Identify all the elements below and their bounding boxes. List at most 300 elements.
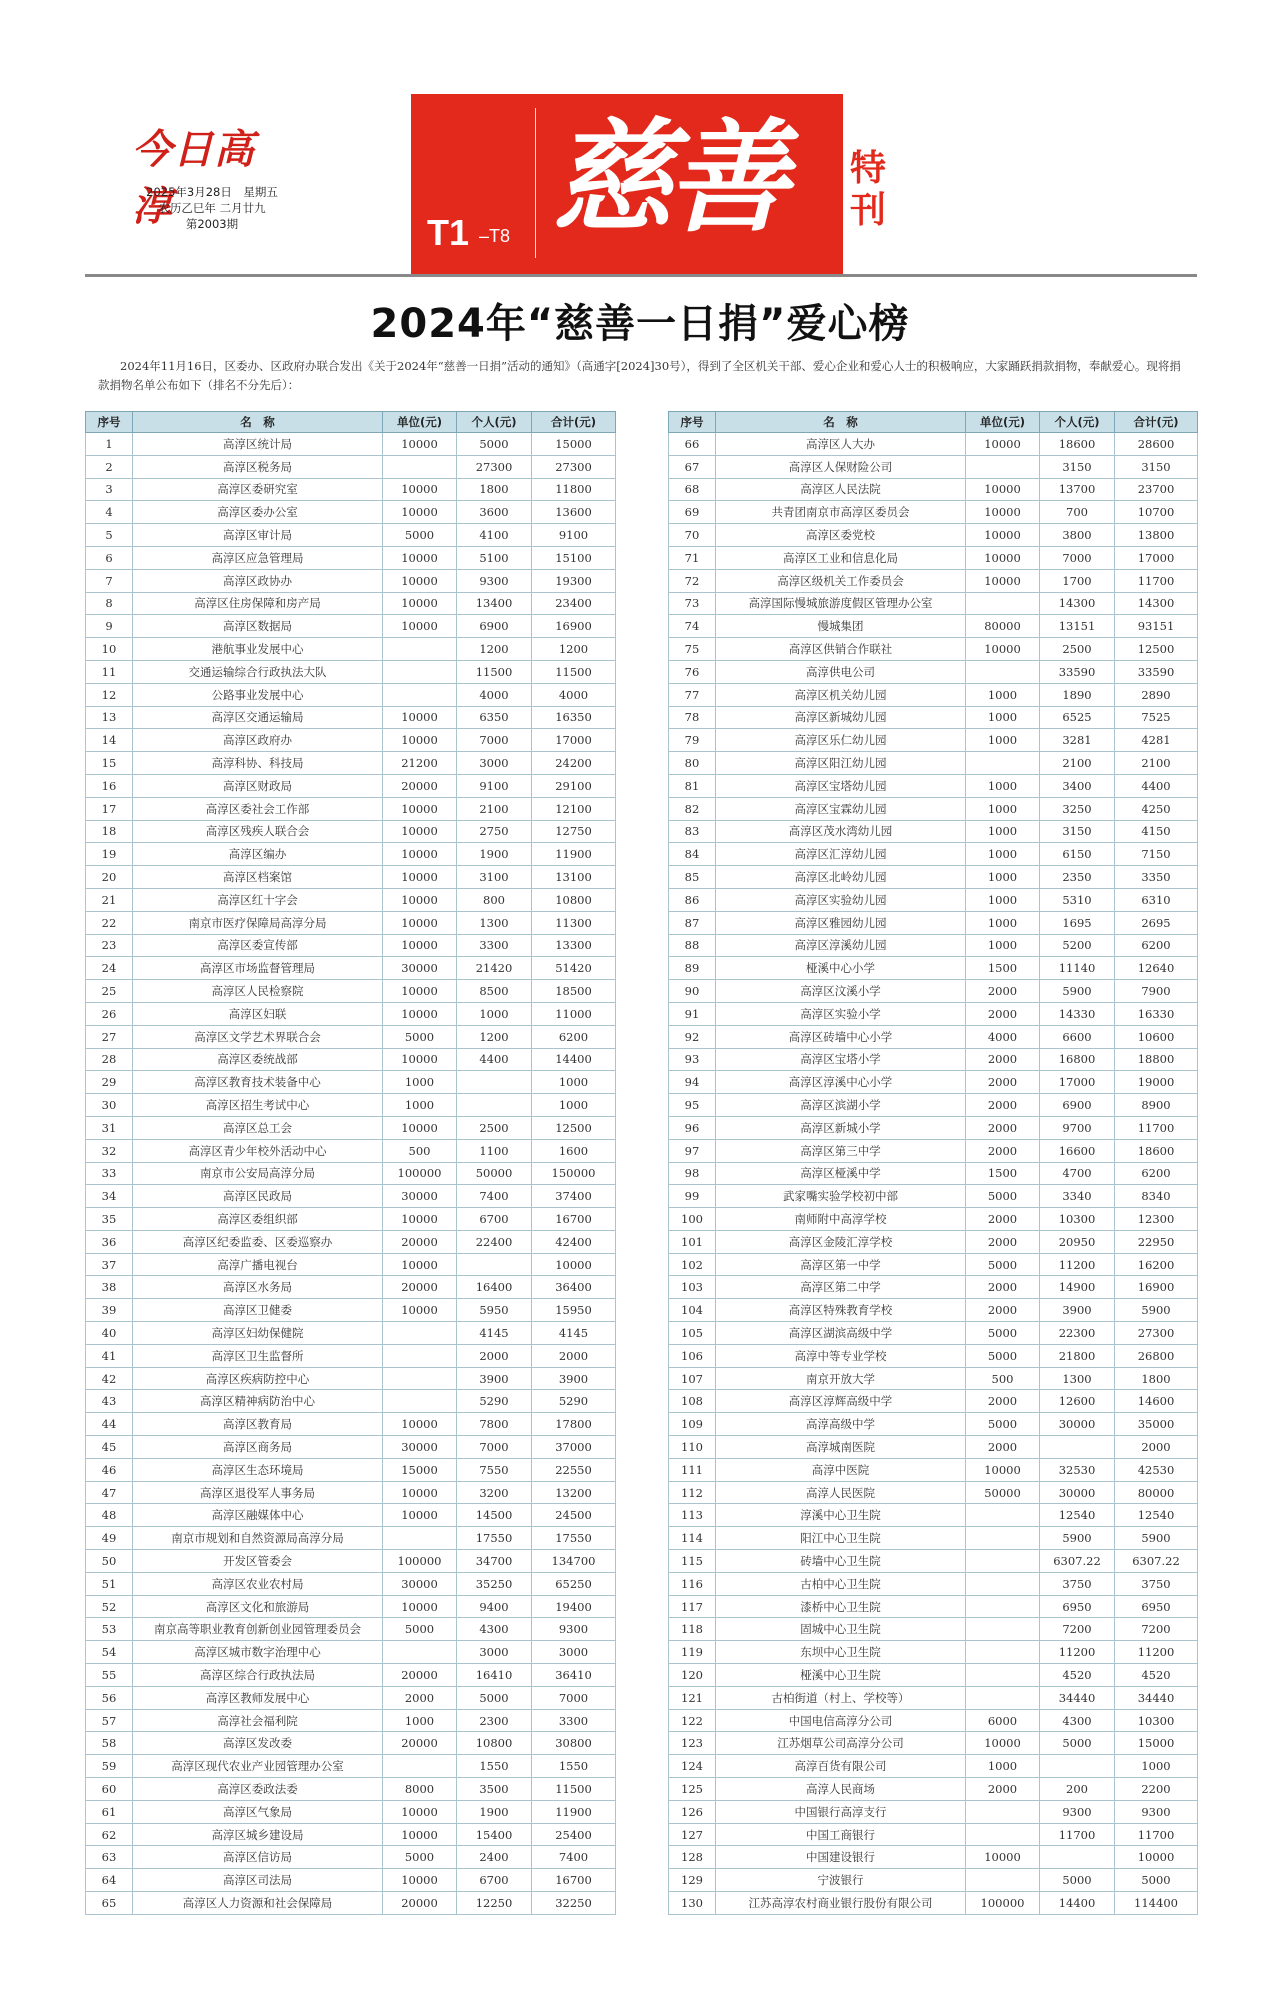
row-index: 30 (86, 1094, 133, 1117)
total-amount: 12540 (1115, 1504, 1198, 1527)
header-personal: 个人(元) (1040, 412, 1115, 433)
row-index: 62 (86, 1823, 133, 1846)
personal-amount: 13400 (457, 592, 532, 615)
donor-name: 江苏高淳农村商业银行股份有限公司 (716, 1892, 966, 1915)
personal-amount: 6350 (457, 706, 532, 729)
donor-name: 中国建设银行 (716, 1846, 966, 1869)
row-index: 19 (86, 843, 133, 866)
total-amount: 13600 (532, 501, 616, 524)
personal-amount: 30000 (1040, 1413, 1115, 1436)
personal-amount: 9300 (457, 569, 532, 592)
total-amount: 12500 (1115, 638, 1198, 661)
unit-amount: 10000 (383, 501, 457, 524)
table-row (669, 455, 1198, 478)
total-amount: 17000 (532, 729, 616, 752)
donor-name: 高淳区精神病防治中心 (133, 1390, 383, 1413)
table-row (669, 1185, 1198, 1208)
unit-amount: 10000 (966, 1458, 1040, 1481)
total-amount: 4150 (1115, 820, 1198, 843)
donor-name: 高淳区第三中学 (716, 1139, 966, 1162)
total-amount: 1600 (532, 1139, 616, 1162)
donor-name: 高淳区财政局 (133, 774, 383, 797)
donor-name: 江苏烟草公司高淳分公司 (716, 1732, 966, 1755)
table-row (86, 1458, 616, 1481)
table-row (86, 957, 616, 980)
total-amount: 23700 (1115, 478, 1198, 501)
donor-name: 高淳区现代农业产业园管理办公室 (133, 1755, 383, 1778)
row-index: 125 (669, 1778, 716, 1801)
row-index: 35 (86, 1208, 133, 1231)
row-index: 36 (86, 1230, 133, 1253)
table-row (669, 1618, 1198, 1641)
header-name: 名 称 (716, 412, 966, 433)
donor-name: 古柏街道（村上、学校等） (716, 1686, 966, 1709)
unit-amount: 1000 (966, 820, 1040, 843)
row-index: 16 (86, 774, 133, 797)
total-amount: 2200 (1115, 1778, 1198, 1801)
row-index: 48 (86, 1504, 133, 1527)
table-row (669, 1458, 1198, 1481)
personal-amount (1040, 1846, 1115, 1869)
total-amount: 134700 (532, 1550, 616, 1573)
table-row (86, 911, 616, 934)
unit-amount (383, 1527, 457, 1550)
row-index: 82 (669, 797, 716, 820)
unit-amount: 10000 (966, 524, 1040, 547)
unit-amount (966, 1800, 1040, 1823)
table-row (669, 683, 1198, 706)
donor-name: 高淳区城乡建设局 (133, 1823, 383, 1846)
table-row (86, 1481, 616, 1504)
table-row (86, 1071, 616, 1094)
total-amount: 6310 (1115, 888, 1198, 911)
donor-name: 高淳区商务局 (133, 1436, 383, 1459)
donor-name: 中国工商银行 (716, 1823, 966, 1846)
total-amount: 7400 (532, 1846, 616, 1869)
row-index: 53 (86, 1618, 133, 1641)
unit-amount: 21200 (383, 752, 457, 775)
donor-name: 高淳区政协办 (133, 569, 383, 592)
total-amount: 18500 (532, 980, 616, 1003)
banner-title: 慈善 (551, 105, 783, 249)
table-row (669, 546, 1198, 569)
total-amount: 12500 (532, 1116, 616, 1139)
donor-name: 南京开放大学 (716, 1367, 966, 1390)
row-index: 107 (669, 1367, 716, 1390)
table-row (669, 1778, 1198, 1801)
newspaper-logo[interactable]: 今日高淳 (132, 126, 255, 230)
unit-amount: 10000 (383, 1413, 457, 1436)
total-amount: 17800 (532, 1413, 616, 1436)
total-amount: 9300 (1115, 1800, 1198, 1823)
table-row (669, 1162, 1198, 1185)
unit-amount (966, 1641, 1040, 1664)
table-row (669, 1686, 1198, 1709)
table-row (86, 797, 616, 820)
row-index: 52 (86, 1595, 133, 1618)
table-row (669, 706, 1198, 729)
unit-amount: 50000 (966, 1481, 1040, 1504)
unit-amount: 20000 (383, 1892, 457, 1915)
unit-amount: 4000 (966, 1025, 1040, 1048)
total-amount: 24200 (532, 752, 616, 775)
table-row (86, 1139, 616, 1162)
personal-amount: 14900 (1040, 1276, 1115, 1299)
total-amount: 93151 (1115, 615, 1198, 638)
row-index: 8 (86, 592, 133, 615)
personal-amount: 700 (1040, 501, 1115, 524)
row-index: 20 (86, 866, 133, 889)
total-amount: 16200 (1115, 1253, 1198, 1276)
date-block (132, 184, 292, 232)
table-row (86, 1002, 616, 1025)
total-amount: 4520 (1115, 1664, 1198, 1687)
donor-name: 高淳区委办公室 (133, 501, 383, 524)
row-index: 65 (86, 1892, 133, 1915)
personal-amount: 3250 (1040, 797, 1115, 820)
unit-amount: 2000 (966, 1139, 1040, 1162)
table-row (669, 1390, 1198, 1413)
unit-amount: 30000 (383, 1436, 457, 1459)
total-amount: 8340 (1115, 1185, 1198, 1208)
personal-amount: 10300 (1040, 1208, 1115, 1231)
row-index: 86 (669, 888, 716, 911)
unit-amount: 10000 (383, 1595, 457, 1618)
unit-amount: 10000 (383, 569, 457, 592)
unit-amount: 10000 (383, 1002, 457, 1025)
personal-amount: 5000 (1040, 1732, 1115, 1755)
donor-name: 高淳人民医院 (716, 1481, 966, 1504)
total-amount: 7200 (1115, 1618, 1198, 1641)
total-amount: 1200 (532, 638, 616, 661)
personal-amount: 7000 (457, 729, 532, 752)
unit-amount: 5000 (383, 1846, 457, 1869)
total-amount: 2000 (1115, 1436, 1198, 1459)
total-amount: 37000 (532, 1436, 616, 1459)
total-amount: 3150 (1115, 455, 1198, 478)
donor-name: 高淳区发改委 (133, 1732, 383, 1755)
unit-amount: 10000 (383, 1116, 457, 1139)
row-index: 114 (669, 1527, 716, 1550)
donor-name: 高淳高级中学 (716, 1413, 966, 1436)
personal-amount: 200 (1040, 1778, 1115, 1801)
total-amount: 16900 (1115, 1276, 1198, 1299)
unit-amount: 100000 (966, 1892, 1040, 1915)
unit-amount: 10000 (383, 546, 457, 569)
personal-amount: 1000 (457, 1002, 532, 1025)
row-index: 12 (86, 683, 133, 706)
unit-amount: 5000 (966, 1253, 1040, 1276)
table-row (86, 1892, 616, 1915)
total-amount: 51420 (532, 957, 616, 980)
personal-amount: 5100 (457, 546, 532, 569)
donor-name: 高淳区招生考试中心 (133, 1094, 383, 1117)
table-row (86, 1527, 616, 1550)
row-index: 57 (86, 1709, 133, 1732)
personal-amount: 6900 (457, 615, 532, 638)
table-row (86, 1664, 616, 1687)
total-amount: 11200 (1115, 1641, 1198, 1664)
masthead-rule (85, 274, 1197, 277)
total-amount: 16330 (1115, 1002, 1198, 1025)
total-amount: 4145 (532, 1322, 616, 1345)
personal-amount: 1300 (1040, 1367, 1115, 1390)
donor-name: 高淳区滨湖小学 (716, 1094, 966, 1117)
donor-name: 高淳区数据局 (133, 615, 383, 638)
total-amount: 27300 (532, 455, 616, 478)
unit-amount: 2000 (966, 1276, 1040, 1299)
unit-amount: 2000 (966, 980, 1040, 1003)
unit-amount: 10000 (383, 592, 457, 615)
table-row (86, 592, 616, 615)
donation-table-left (85, 411, 616, 1915)
row-index: 67 (669, 455, 716, 478)
total-amount: 33590 (1115, 660, 1198, 683)
row-index: 1 (86, 433, 133, 456)
donor-name: 港航事业发展中心 (133, 638, 383, 661)
personal-amount: 18600 (1040, 433, 1115, 456)
total-amount: 12640 (1115, 957, 1198, 980)
personal-amount: 11140 (1040, 957, 1115, 980)
personal-amount: 2100 (1040, 752, 1115, 775)
donor-name: 公路事业发展中心 (133, 683, 383, 706)
donor-name: 高淳区教师发展中心 (133, 1686, 383, 1709)
donor-name: 高淳区审计局 (133, 524, 383, 547)
total-amount: 13100 (532, 866, 616, 889)
row-index: 2 (86, 455, 133, 478)
total-amount: 16700 (532, 1869, 616, 1892)
table-row (669, 1846, 1198, 1869)
personal-amount: 5950 (457, 1299, 532, 1322)
unit-amount (966, 660, 1040, 683)
personal-amount: 21800 (1040, 1344, 1115, 1367)
table-row (86, 1550, 616, 1573)
row-index: 105 (669, 1322, 716, 1345)
unit-amount: 1000 (966, 1755, 1040, 1778)
row-index: 43 (86, 1390, 133, 1413)
table-row (669, 1869, 1198, 1892)
total-amount: 11700 (1115, 1823, 1198, 1846)
table-row (669, 1664, 1198, 1687)
table-row (669, 660, 1198, 683)
personal-amount: 14300 (1040, 592, 1115, 615)
table-row (669, 1048, 1198, 1071)
donor-name: 砖墙中心卫生院 (716, 1550, 966, 1573)
personal-amount: 4520 (1040, 1664, 1115, 1687)
donor-name: 高淳区市场监督管理局 (133, 957, 383, 980)
donor-name: 共青团南京市高淳区委员会 (716, 501, 966, 524)
personal-amount: 6700 (457, 1208, 532, 1231)
row-index: 34 (86, 1185, 133, 1208)
total-amount: 29100 (532, 774, 616, 797)
row-index: 56 (86, 1686, 133, 1709)
row-index: 41 (86, 1344, 133, 1367)
row-index: 118 (669, 1618, 716, 1641)
table-row (669, 1208, 1198, 1231)
donor-name: 高淳区委研究室 (133, 478, 383, 501)
row-index: 11 (86, 660, 133, 683)
row-index: 94 (669, 1071, 716, 1094)
unit-amount: 10000 (383, 980, 457, 1003)
table-row (86, 615, 616, 638)
table-row (86, 729, 616, 752)
row-index: 60 (86, 1778, 133, 1801)
unit-amount: 2000 (966, 1094, 1040, 1117)
unit-amount: 10000 (383, 1048, 457, 1071)
table-row (669, 1641, 1198, 1664)
donor-name: 高淳区人民法院 (716, 478, 966, 501)
unit-amount: 2000 (966, 1778, 1040, 1801)
lunar-date: 农历乙巳年 二月廿九 (158, 201, 266, 215)
row-index: 88 (669, 934, 716, 957)
total-amount: 19400 (532, 1595, 616, 1618)
row-index: 32 (86, 1139, 133, 1162)
table-row (669, 1253, 1198, 1276)
table-row (86, 888, 616, 911)
table-row (669, 478, 1198, 501)
row-index: 90 (669, 980, 716, 1003)
table-row (86, 1846, 616, 1869)
row-index: 7 (86, 569, 133, 592)
unit-amount: 10000 (383, 1800, 457, 1823)
personal-amount: 2100 (457, 797, 532, 820)
row-index: 95 (669, 1094, 716, 1117)
donor-name: 开发区管委会 (133, 1550, 383, 1573)
personal-amount: 20950 (1040, 1230, 1115, 1253)
personal-amount: 6900 (1040, 1094, 1115, 1117)
personal-amount: 11500 (457, 660, 532, 683)
personal-amount: 10800 (457, 1732, 532, 1755)
total-amount: 5900 (1115, 1299, 1198, 1322)
unit-amount: 10000 (966, 478, 1040, 501)
row-index: 73 (669, 592, 716, 615)
personal-amount: 6700 (457, 1869, 532, 1892)
personal-amount: 34700 (457, 1550, 532, 1573)
table-row (86, 774, 616, 797)
row-index: 97 (669, 1139, 716, 1162)
row-index: 76 (669, 660, 716, 683)
total-amount: 1000 (532, 1071, 616, 1094)
personal-amount (457, 1094, 532, 1117)
unit-amount: 2000 (966, 1116, 1040, 1139)
personal-amount: 14500 (457, 1504, 532, 1527)
row-index: 23 (86, 934, 133, 957)
personal-amount: 17550 (457, 1527, 532, 1550)
row-index: 74 (669, 615, 716, 638)
page-range-start: T1 (427, 212, 470, 253)
unit-amount: 1000 (966, 683, 1040, 706)
total-amount: 6200 (1115, 934, 1198, 957)
total-amount: 2695 (1115, 911, 1198, 934)
row-index: 83 (669, 820, 716, 843)
donor-name: 高淳区住房保障和房产局 (133, 592, 383, 615)
row-index: 84 (669, 843, 716, 866)
donor-name: 高淳区人力资源和社会保障局 (133, 1892, 383, 1915)
intro-paragraph: 2024年11月16日，区委办、区政府办联合发出《关于2024年“慈善一日捐”活动的通知》（高通字[2024]30号），得到了全区机关干部、爱心企业和爱心人士的积极响应，大家踊跃捐款捐物，奉献爱心。现将捐款捐物名单公布如下（排名不分先后）： (98, 359, 1181, 392)
personal-amount: 22400 (457, 1230, 532, 1253)
donor-name: 高淳区卫健委 (133, 1299, 383, 1322)
row-index: 68 (669, 478, 716, 501)
table-row (669, 1481, 1198, 1504)
row-index: 116 (669, 1572, 716, 1595)
row-index: 92 (669, 1025, 716, 1048)
personal-amount: 4400 (457, 1048, 532, 1071)
table-row (669, 433, 1198, 456)
table-row (669, 752, 1198, 775)
donor-name: 高淳区桠溪中学 (716, 1162, 966, 1185)
unit-amount: 1000 (383, 1709, 457, 1732)
donor-name: 高淳区生态环境局 (133, 1458, 383, 1481)
row-index: 80 (669, 752, 716, 775)
row-index: 69 (669, 501, 716, 524)
unit-amount: 5000 (966, 1413, 1040, 1436)
donor-name: 高淳区新城小学 (716, 1116, 966, 1139)
total-amount: 114400 (1115, 1892, 1198, 1915)
row-index: 109 (669, 1413, 716, 1436)
personal-amount: 1695 (1040, 911, 1115, 934)
donor-name: 高淳区司法局 (133, 1869, 383, 1892)
row-index: 55 (86, 1664, 133, 1687)
unit-amount: 1000 (966, 774, 1040, 797)
total-amount: 10700 (1115, 501, 1198, 524)
unit-amount: 10000 (383, 706, 457, 729)
table-row (86, 1778, 616, 1801)
donor-name: 高淳区教育局 (133, 1413, 383, 1436)
total-amount: 6200 (532, 1025, 616, 1048)
donor-name: 高淳区汶溪小学 (716, 980, 966, 1003)
personal-amount: 1700 (1040, 569, 1115, 592)
personal-amount: 1550 (457, 1755, 532, 1778)
personal-amount: 2300 (457, 1709, 532, 1732)
personal-amount: 9300 (1040, 1800, 1115, 1823)
total-amount: 34440 (1115, 1686, 1198, 1709)
donor-name: 高淳区应急管理局 (133, 546, 383, 569)
personal-amount: 1800 (457, 478, 532, 501)
table-row (669, 1572, 1198, 1595)
personal-amount: 4700 (1040, 1162, 1115, 1185)
total-amount: 17550 (532, 1527, 616, 1550)
personal-amount: 21420 (457, 957, 532, 980)
donor-name: 高淳区民政局 (133, 1185, 383, 1208)
personal-amount: 7000 (1040, 546, 1115, 569)
total-amount: 14300 (1115, 592, 1198, 615)
total-amount: 4281 (1115, 729, 1198, 752)
personal-amount: 3340 (1040, 1185, 1115, 1208)
table-row (86, 1641, 616, 1664)
table-row (669, 888, 1198, 911)
donor-name: 高淳区委宣传部 (133, 934, 383, 957)
total-amount: 28600 (1115, 433, 1198, 456)
total-amount: 9100 (532, 524, 616, 547)
table-row (86, 1253, 616, 1276)
donor-name: 高淳区统计局 (133, 433, 383, 456)
donor-name: 高淳区宝塔小学 (716, 1048, 966, 1071)
unit-amount: 10000 (383, 729, 457, 752)
row-index: 98 (669, 1162, 716, 1185)
donor-name: 东坝中心卫生院 (716, 1641, 966, 1664)
donor-name: 南师附中高淳学校 (716, 1208, 966, 1231)
unit-amount (383, 455, 457, 478)
table-row (86, 820, 616, 843)
total-amount: 2890 (1115, 683, 1198, 706)
table-row (669, 1755, 1198, 1778)
personal-amount: 35250 (457, 1572, 532, 1595)
row-index: 78 (669, 706, 716, 729)
personal-amount: 16800 (1040, 1048, 1115, 1071)
row-index: 121 (669, 1686, 716, 1709)
donor-name: 高淳区档案馆 (133, 866, 383, 889)
unit-amount: 10000 (383, 934, 457, 957)
